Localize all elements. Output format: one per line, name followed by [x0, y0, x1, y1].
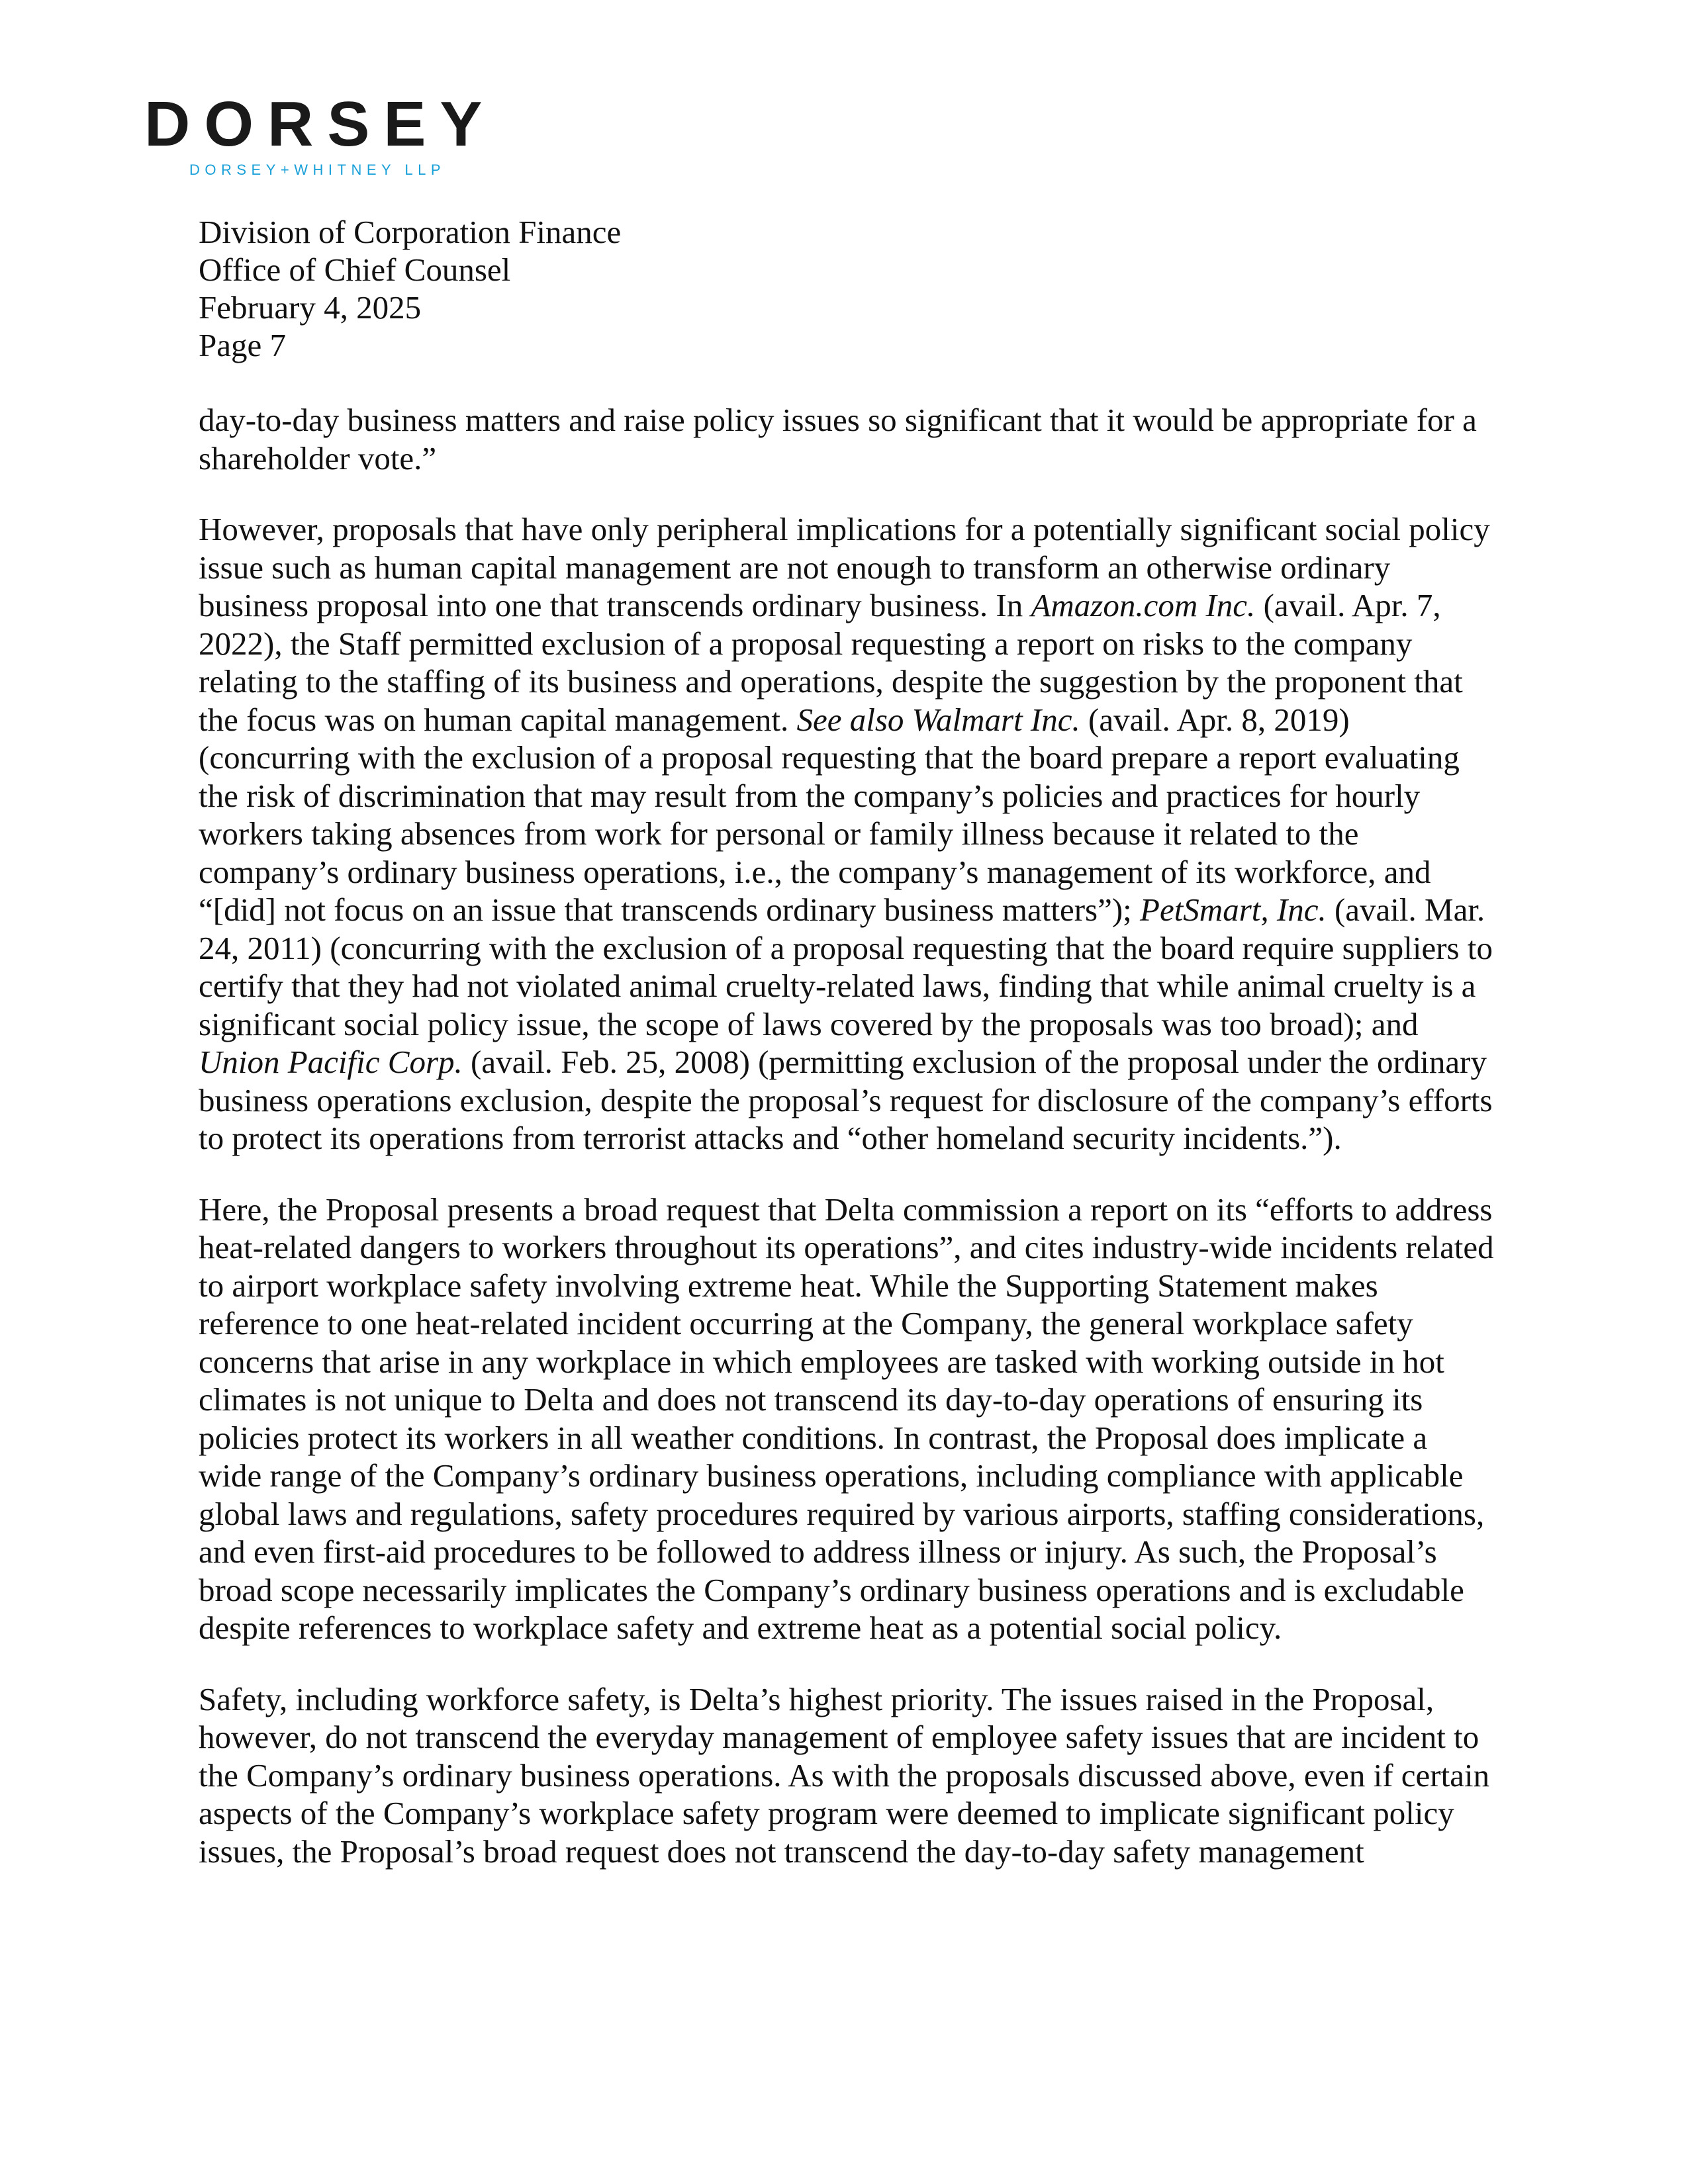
firm-logo [144, 89, 548, 179]
citation-union-pacific: Union Pacific Corp. [199, 1044, 463, 1080]
paragraph-4: Safety, including workforce safety, is Delta’s highest priority. The issues raised in the Proposal, however, do not transcend the everyday management of employee safety issues that are incident to the Company’s ordinary business operations. As with the proposals discussed above, even if certain aspects of the Company’s workplace safety program were deemed to implicate significant policy issues, the Proposal’s broad request does not transcend the day-to-day safety management [199, 1680, 1490, 1870]
paragraph-2-text-e: (avail. Apr. 8, 2019) (concurring with the exclusion of a proposal requesting that the board prepare a report evaluating the risk of discrimination that may result from the company’s policies and practices for hourly workers taking absences from work for personal or family illness because it related to the company’s ordinary business operations, i.e., the company’s management of its workforce, and “[did] not focus on an issue that transcends ordinary business matters”); [199, 701, 1460, 928]
paragraph-1: day-to-day business matters and raise policy issues so significant that it would be appropriate for a shareholder vote.” [199, 402, 1477, 477]
paragraph-2-text-c: (avail. Apr. 7, 2022), the Staff permitted exclusion of a proposal requesting a report on risks to the company relating to the staffing of its business and operations, despite the suggestion by the proponent that the focus was on human capital management. [199, 587, 1463, 738]
header-division: Division of Corporation Finance [199, 214, 622, 250]
header-office: Office of Chief Counsel [199, 251, 511, 288]
citation-petsmart: PetSmart, Inc. [1140, 891, 1327, 928]
paragraph-2-text-a: However, proposals that have only peripheral implications for a potentially significant social policy issue such as human capital management are not enough to transform an otherwise ordinary business proposal into one that transcends ordinary business. In [199, 511, 1490, 623]
logo-subtitle: DORSEY+WHITNEY LLP [189, 161, 446, 178]
letter-header [199, 213, 621, 364]
header-page-number: Page 7 [199, 327, 286, 363]
logo-wordmark: DORSEY [144, 89, 496, 159]
paragraph-3: Here, the Proposal presents a broad request that Delta commission a report on its “efforts to address heat-related dangers to workers throughout its operations”, and cites industry-wide incidents related to airport workplace safety involving extreme heat. While the Supporting Statement makes reference to one heat-related incident occurring at the Company, the general workplace safety concerns that arise in any workplace in which employees are tasked with working outside in hot climates is not unique to Delta and does not transcend its day-to-day operations of ensuring its policies protect its workers in all weather conditions. In contrast, the Proposal does implicate a wide range of the Company’s ordinary business operations, including compliance with applicable global laws and regulations, safety procedures required by various airports, staffing considerations, and even first-aid procedures to be followed to address illness or injury. As such, the Proposal’s broad scope necessarily implicates the Company’s ordinary business operations and is excludable despite references to workplace safety and extreme heat as a potential social policy. [199, 1191, 1494, 1646]
header-date: February 4, 2025 [199, 289, 422, 326]
paragraph-2-text-g: (avail. Mar. 24, 2011) (concurring with the exclusion of a proposal requesting that the board require suppliers to certify that they had not violated animal cruelty-related laws, finding that while animal cruelty is a significant social policy issue, the scope of laws covered by the proposals was too broad); and [199, 891, 1493, 1042]
paragraph-2-text-i: (avail. Feb. 25, 2008) (permitting exclusion of the proposal under the ordinary business operations exclusion, despite the proposal’s request for disclosure of the company’s efforts to protect its operations from terrorist attacks and “other homeland security incidents.”). [199, 1044, 1493, 1156]
citation-walmart: See also Walmart Inc. [796, 701, 1080, 738]
citation-amazon: Amazon.com Inc. [1031, 587, 1256, 623]
paragraph-2 [199, 510, 1496, 1158]
letter-body [199, 401, 1496, 1903]
